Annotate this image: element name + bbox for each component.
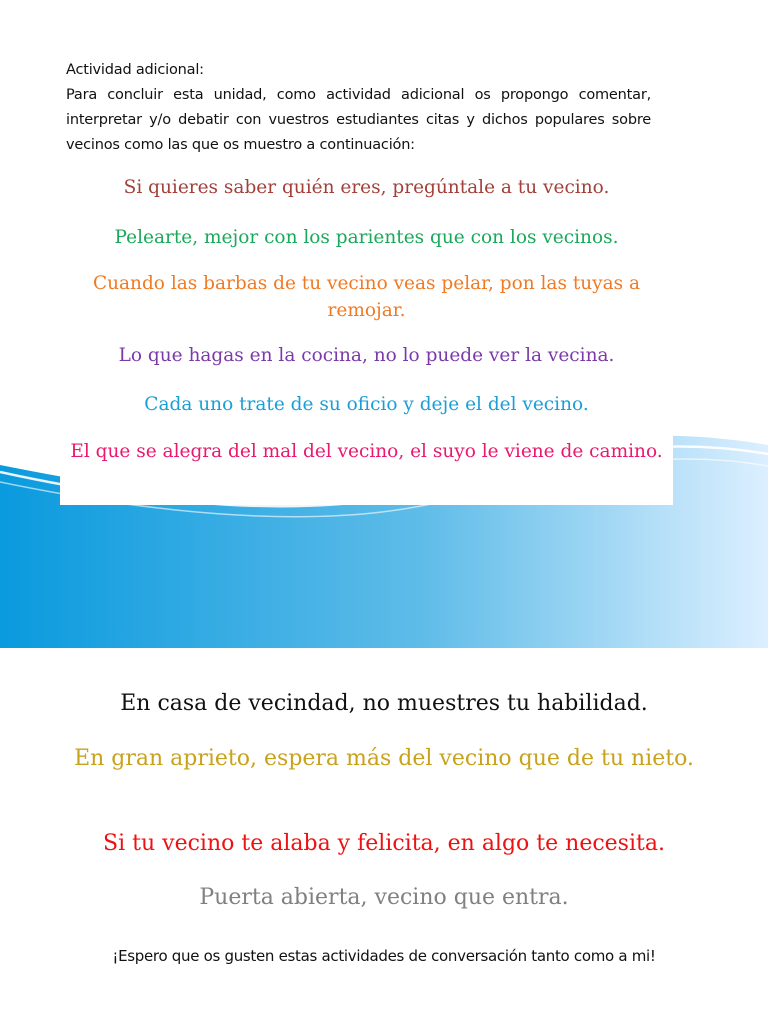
lower-quote-2: En gran aprieto, espera más del vecino que de tu nieto. bbox=[74, 746, 694, 771]
quote-5: Cada uno trate de su oficio y deje el del vecino. bbox=[144, 394, 589, 415]
intro-section bbox=[66, 58, 651, 158]
quote-2: Pelearte, mejor con los parientes que con los vecinos. bbox=[114, 227, 619, 248]
quote-1: Si quieres saber quién eres, pregúntale a tu vecino. bbox=[123, 177, 610, 198]
lower-quote-1: En casa de vecindad, no muestres tu habilidad. bbox=[120, 691, 648, 716]
activity-description: Para concluir esta unidad, como actividad adicional os propongo comentar, interpretar y/o debatir con vuestros estudiantes citas y dichos populares sobre vecinos como las que os muestro a continuación: bbox=[66, 87, 651, 153]
lower-quote-3: Si tu vecino te alaba y felicita, en algo te necesita. bbox=[103, 831, 665, 856]
wave-band bbox=[0, 575, 768, 648]
closing-message: ¡Espero que os gusten estas actividades de conversación tanto como a mi! bbox=[112, 947, 656, 965]
quote-6: El que se alegra del mal del vecino, el suyo le viene de camino. bbox=[70, 441, 663, 462]
activity-heading: Actividad adicional: bbox=[66, 62, 204, 78]
lower-quote-4: Puerta abierta, vecino que entra. bbox=[199, 885, 569, 910]
quote-3: Cuando las barbas de tu vecino veas pelar, pon las tuyas a remojar. bbox=[92, 273, 641, 321]
quote-4: Lo que hagas en la cocina, no lo puede ver la vecina. bbox=[118, 345, 615, 366]
